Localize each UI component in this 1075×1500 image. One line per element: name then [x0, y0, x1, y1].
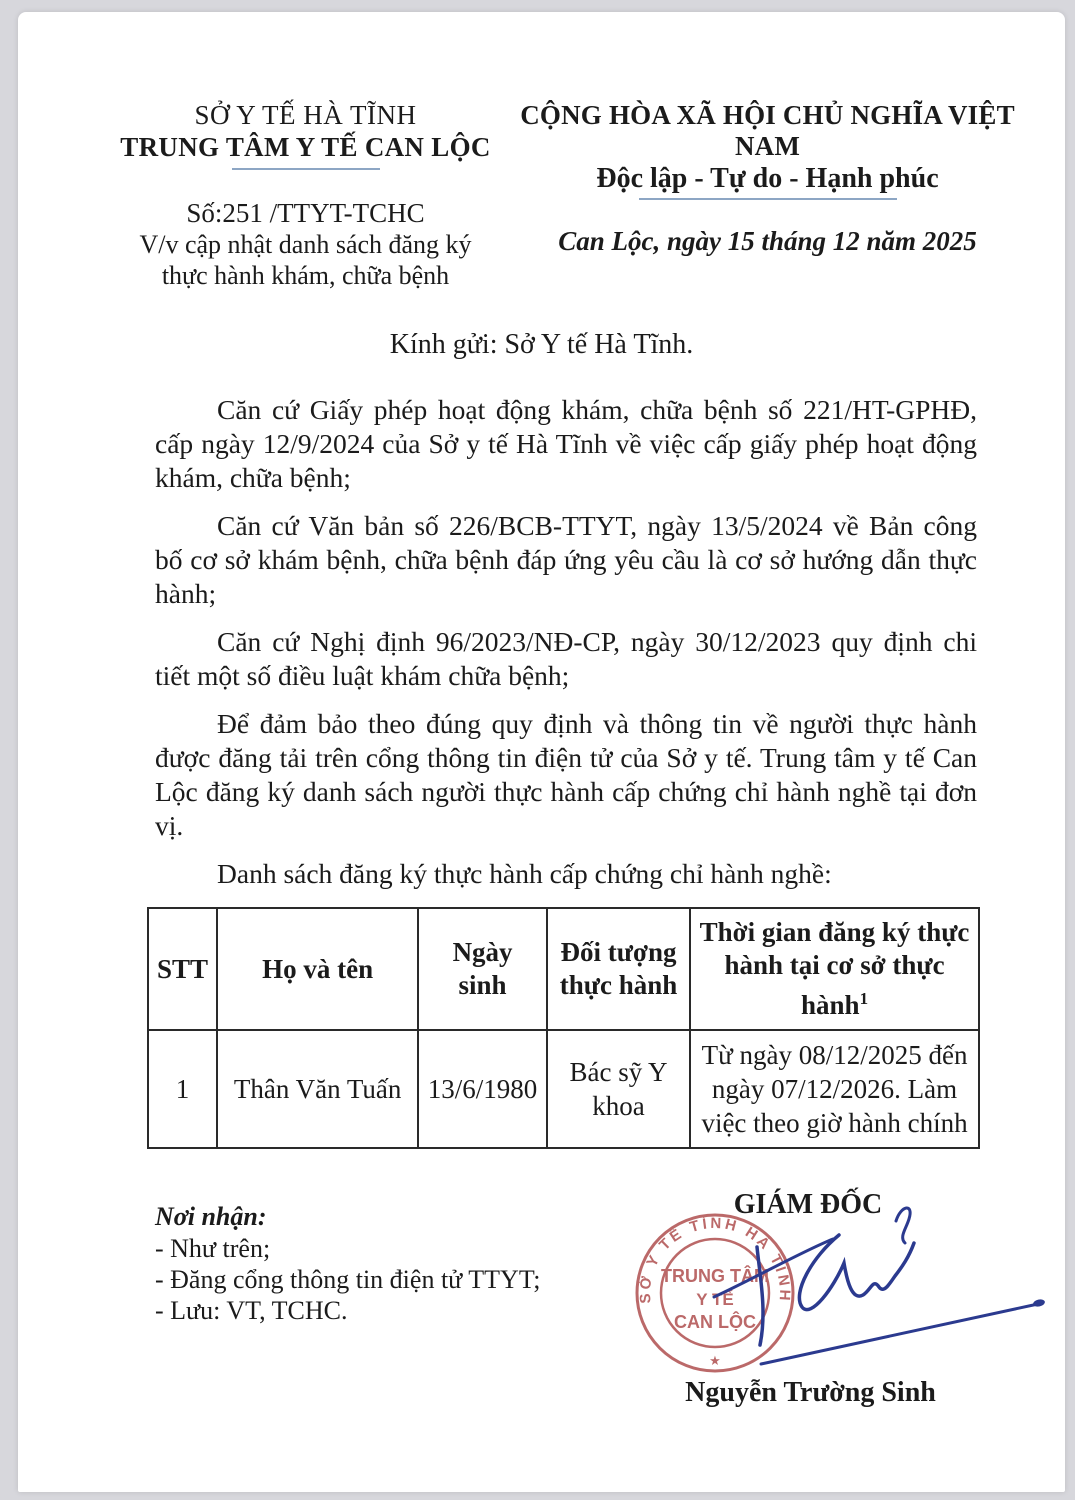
col-header-period [690, 908, 979, 1030]
registration-table-wrap [147, 907, 980, 1149]
national-motto: Độc lập - Tự do - Hạnh phúc [596, 163, 939, 194]
paragraph-legal-basis-1: Căn cứ Giấy phép hoạt động khám, chữa bệnh số 221/HT-GPHĐ, cấp ngày 12/9/2024 của Sở y tế Hà Tĩnh về việc cấp giấy phép hoạt động khám, chữa bệnh; [155, 394, 977, 493]
col-header-stt: STT [148, 908, 217, 1030]
cell-role: Bác sỹ Y khoa [547, 1030, 690, 1148]
cell-name: Thân Văn Tuấn [217, 1030, 418, 1148]
col-header-role: Đối tượng thực hành [547, 908, 690, 1030]
national-title: CỘNG HÒA XÃ HỘI CHỦ NGHĨA VIỆT NAM [520, 100, 1015, 161]
cell-period: Từ ngày 08/12/2025 đến ngày 07/12/2026. Làm việc theo giờ hành chính [690, 1030, 979, 1148]
document-subject-line-2: thực hành khám, chữa bệnh [161, 261, 450, 290]
recipients-block [155, 1201, 575, 1326]
cell-stt: 1 [148, 1030, 217, 1148]
recipient-item-2: - Đăng cổng thông tin điện tử TTYT; [155, 1265, 541, 1294]
registration-table [147, 907, 980, 1149]
stamp-center-line-2: Y TẾ [696, 1290, 734, 1309]
signer-position-title: GIÁM ĐỐC [733, 1189, 883, 1220]
stamp-center-line-1: TRUNG TÂM [661, 1266, 769, 1286]
paragraph-purpose: Để đảm bảo theo đúng quy định và thông tin về người thực hành được đăng tải trên cổng thông tin điện tử của Sở y tế. Trung tâm y tế Can Lộc đăng ký danh sách người thực hành cấp chứng chỉ hành nghề tại đơn vị. [155, 708, 977, 841]
stamp-center-line-3: CAN LỘC [674, 1312, 756, 1332]
recipient-item-3: - Lưu: VT, TCHC. [155, 1296, 348, 1325]
col-header-dob: Ngày sinh [418, 908, 547, 1030]
org-underline [232, 168, 380, 170]
recipient-item-1: - Như trên; [155, 1234, 271, 1263]
col-header-period-label: Thời gian đăng ký thực hành tại cơ sở thực hành [699, 917, 970, 1020]
signature-block [558, 1185, 1058, 1485]
motto-underline [639, 198, 897, 200]
stamp-star-icon: ★ [709, 1353, 721, 1368]
signer-name: Nguyễn Trường Sinh [685, 1377, 936, 1408]
table-lead-in: Danh sách đăng ký thực hành cấp chứng chỉ hành nghề: [217, 858, 832, 889]
document-header [18, 100, 1065, 291]
document-number: Số:251 /TTYT-TCHC [186, 198, 425, 228]
paragraph-legal-basis-2: Căn cứ Văn bản số 226/BCB-TTYT, ngày 13/5/2024 về Bản công bố cơ sở khám bệnh, chữa bệnh đáp ứng yêu cầu là cơ sở hướng dẫn thực hành; [155, 510, 977, 609]
place-and-date: Can Lộc, ngày 15 tháng 12 năm 2025 [558, 226, 977, 256]
handwritten-signature-icon [708, 1199, 1048, 1389]
paragraph-legal-basis-3: Căn cứ Nghị định 96/2023/NĐ-CP, ngày 30/12/2023 quy định chi tiết một số điều luật khám chữa bệnh; [155, 626, 977, 691]
footnote-marker: 1 [859, 989, 869, 1008]
national-header-block [498, 100, 1037, 291]
org-name: TRUNG TÂM Y TẾ CAN LỘC [120, 132, 491, 162]
document-subject-line-1: V/v cập nhật danh sách đăng ký [139, 230, 472, 259]
table-header-row [148, 908, 979, 1030]
salutation: Kính gửi: Sở Y tế Hà Tĩnh. [389, 329, 694, 360]
parent-org-name: SỞ Y TẾ HÀ TĨNH [194, 100, 417, 130]
cell-dob: 13/6/1980 [418, 1030, 547, 1148]
col-header-name: Họ và tên [217, 908, 418, 1030]
document-body [155, 393, 977, 891]
issuing-org-block [113, 100, 498, 291]
document-footer [18, 1189, 1065, 1492]
recipients-title: Nơi nhận: [155, 1202, 267, 1231]
stamp-ring-text: SỞ Y TẾ TỈNH HÀ TĨNH [636, 1214, 794, 1304]
table-row [148, 1030, 979, 1148]
scanned-page [18, 12, 1065, 1492]
